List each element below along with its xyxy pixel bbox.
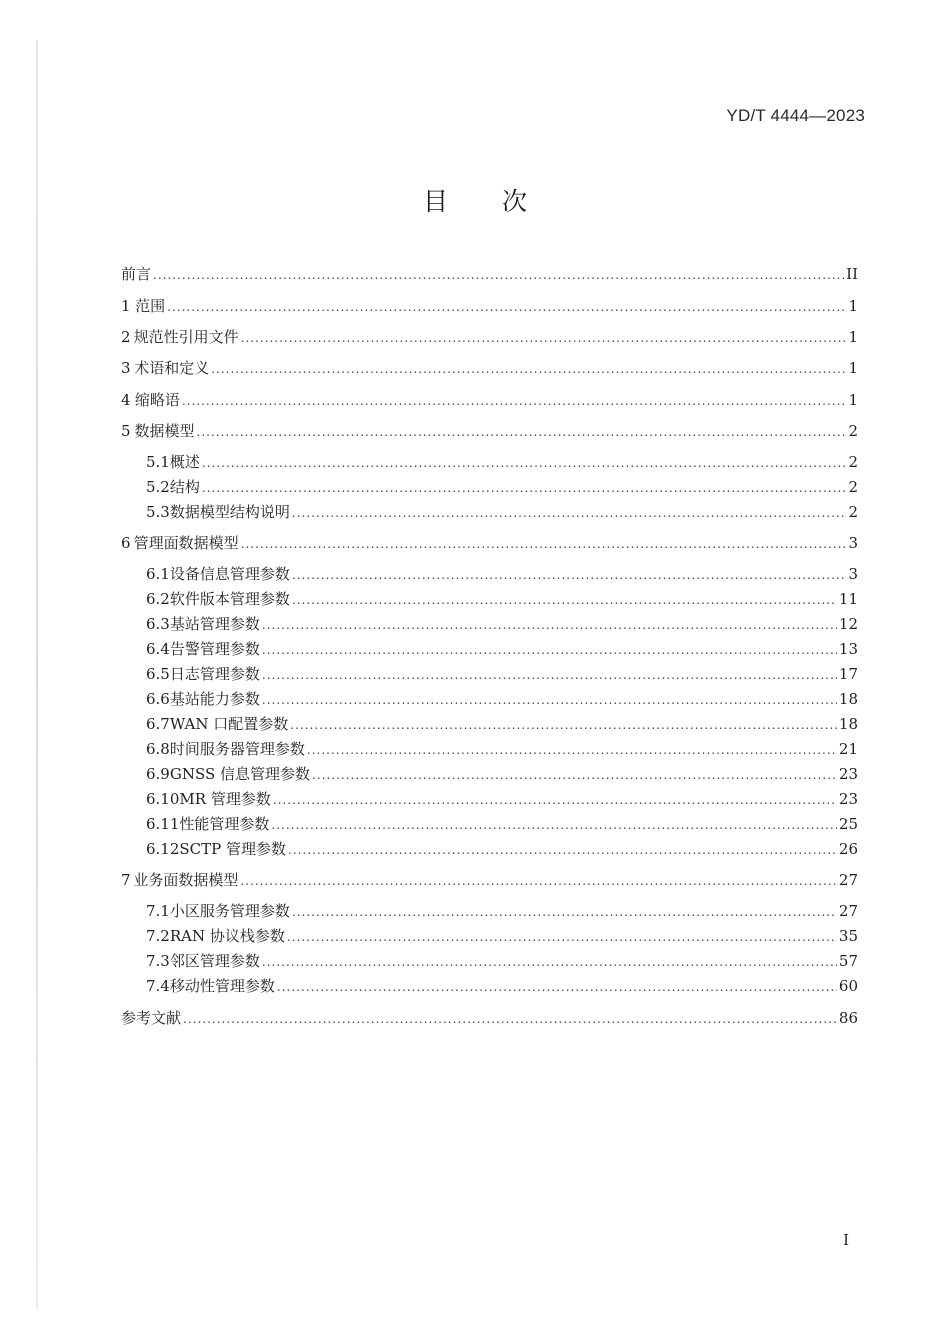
toc-entry-label: 管理面数据模型 — [133, 534, 239, 552]
toc-entry-page: 86 — [838, 1009, 858, 1027]
toc-entry-label: SCTP 管理参数 — [179, 840, 287, 858]
toc-leader-dots — [262, 615, 837, 635]
toc-entry-label: 概述 — [169, 453, 200, 471]
toc-entry-label: GNSS 信息管理参数 — [169, 765, 311, 783]
toc-entry-number: 5.1 — [146, 453, 170, 471]
toc-entry-label: 业务面数据模型 — [133, 871, 239, 889]
toc-entry-page: 35 — [838, 927, 858, 945]
toc-leader-dots — [277, 977, 837, 997]
toc-entry-page: 3 — [848, 565, 858, 583]
toc-entry-label: 小区服务管理参数 — [169, 902, 290, 920]
toc-entry-page: 60 — [838, 977, 858, 995]
toc-leader-dots — [292, 590, 837, 610]
toc-leader-dots — [307, 740, 837, 760]
toc-leader-dots — [290, 715, 837, 735]
toc-entry-number: 6.6 — [146, 690, 170, 708]
toc-entry-page: 3 — [848, 534, 858, 552]
toc-leader-dots — [292, 565, 847, 585]
toc-leader-dots — [273, 790, 837, 810]
toc-leader-dots — [271, 815, 836, 835]
toc-entry-number: 7.2 — [146, 927, 170, 945]
toc-leader-dots — [240, 871, 837, 891]
toc-entry-number: 7 — [121, 871, 131, 889]
toc-entry[interactable] — [146, 639, 858, 659]
toc-entry-number: 6.10 — [146, 790, 180, 808]
toc-entry-label: 结构 — [169, 478, 200, 496]
toc-entry[interactable] — [146, 901, 858, 921]
toc-entry-page: 1 — [848, 297, 858, 315]
toc-entry-number: 2 — [121, 328, 131, 346]
toc-entry-number: 6 — [121, 534, 131, 552]
toc-entry[interactable] — [146, 664, 858, 684]
toc-entry-page: 2 — [848, 503, 858, 521]
toc-entry[interactable] — [146, 926, 858, 946]
toc-entry-number: 6.3 — [146, 615, 170, 633]
toc-entry-page: 23 — [838, 765, 858, 783]
toc-entry-label: WAN 口配置参数 — [169, 715, 289, 733]
toc-entry-page: 18 — [838, 715, 858, 733]
toc-entry-page: 26 — [838, 840, 858, 858]
toc-entry[interactable] — [121, 421, 858, 441]
toc-entry[interactable] — [146, 814, 858, 834]
toc-entry-page: 18 — [838, 690, 858, 708]
toc-leader-dots — [262, 952, 837, 972]
toc-entry-page: 1 — [848, 328, 858, 346]
toc-entry-label: 参考文献 — [121, 1009, 182, 1027]
toc-entry-label: RAN 协议栈参数 — [169, 927, 285, 945]
toc-entry-page: 57 — [838, 952, 858, 970]
toc-entry[interactable] — [146, 951, 858, 971]
toc-entry-label: 时间服务器管理参数 — [169, 740, 305, 758]
toc-entry-number: 7.1 — [146, 902, 170, 920]
toc-entry-label: 邻区管理参数 — [169, 952, 260, 970]
toc-leader-dots — [262, 665, 837, 685]
toc-entry[interactable] — [146, 452, 858, 472]
toc-entry-page: 23 — [838, 790, 858, 808]
toc-entry[interactable] — [146, 714, 858, 734]
toc-entry-label: 性能管理参数 — [179, 815, 270, 833]
toc-entry[interactable] — [121, 390, 858, 410]
toc-entry-label: MR 管理参数 — [179, 790, 271, 808]
toc-leader-dots — [287, 927, 837, 947]
toc-entry-label: 缩略语 — [134, 391, 180, 409]
toc-entry-number: 6.12 — [146, 840, 180, 858]
toc-entry-number: 6.2 — [146, 590, 170, 608]
toc-leader-dots — [292, 902, 837, 922]
toc-entry[interactable] — [121, 870, 858, 890]
toc-entry[interactable] — [146, 839, 858, 859]
toc-entry[interactable] — [146, 789, 858, 809]
toc-entry-page: 13 — [838, 640, 858, 658]
toc-entry[interactable] — [121, 327, 858, 347]
toc-entry-page: 27 — [838, 902, 858, 920]
toc-entry-number: 1 — [121, 297, 131, 315]
toc-entry-number: 3 — [121, 359, 131, 377]
toc-entry[interactable] — [121, 533, 858, 553]
toc-entry[interactable] — [146, 614, 858, 634]
toc-entry-label: 范围 — [135, 297, 166, 315]
toc-entry-label: 前言 — [121, 265, 152, 283]
toc-leader-dots — [312, 765, 837, 785]
toc-entry-number: 5.2 — [146, 478, 170, 496]
toc-entry-label: 基站能力参数 — [169, 690, 260, 708]
toc-entry[interactable] — [146, 764, 858, 784]
toc-entry-page: 2 — [848, 422, 858, 440]
toc-entry[interactable] — [121, 296, 858, 316]
toc-entry[interactable] — [121, 1008, 858, 1028]
toc-entry-number: 6.1 — [146, 565, 170, 583]
toc-entry-label: 日志管理参数 — [169, 665, 260, 683]
page-number: I — [843, 1231, 849, 1249]
toc-entry[interactable] — [146, 739, 858, 759]
toc-entry-label: 移动性管理参数 — [169, 977, 275, 995]
toc-entry-page: 11 — [838, 590, 858, 608]
toc-entry-number: 6.7 — [146, 715, 170, 733]
toc-entry-number: 6.5 — [146, 665, 170, 683]
toc-entry-number: 6.11 — [146, 815, 180, 833]
toc-entry-label: 设备信息管理参数 — [169, 565, 290, 583]
toc-entry-label: 软件版本管理参数 — [169, 590, 290, 608]
toc-leader-dots — [197, 422, 847, 442]
toc-entry-number: 7.4 — [146, 977, 170, 995]
toc-leader-dots — [202, 478, 847, 498]
toc-entry-page: II — [846, 265, 858, 283]
toc-entry-page: 17 — [838, 665, 858, 683]
standard-number: YD/T 4444—2023 — [726, 106, 865, 125]
toc-entry[interactable] — [146, 589, 858, 609]
toc-entry[interactable] — [121, 264, 858, 284]
title-char-1: 目 — [422, 187, 448, 216]
toc-leader-dots — [241, 534, 847, 554]
toc-entry-page: 2 — [848, 453, 858, 471]
toc-entry-page: 27 — [838, 871, 858, 889]
toc-entry-label: 数据模型结构说明 — [169, 503, 290, 521]
toc-entry-number: 6.8 — [146, 740, 170, 758]
toc-entry-page: 1 — [848, 391, 858, 409]
toc-leader-dots — [211, 359, 846, 379]
toc-entry-number: 4 — [121, 391, 131, 409]
toc-entry-label: 数据模型 — [134, 422, 195, 440]
toc-entry-label: 告警管理参数 — [169, 640, 260, 658]
toc-entry-page: 25 — [838, 815, 858, 833]
toc-leader-dots — [292, 503, 847, 523]
toc-entry-number: 6.9 — [146, 765, 170, 783]
toc-entry-number: 5.3 — [146, 503, 170, 521]
toc-entry[interactable] — [146, 502, 858, 522]
toc-leader-dots — [288, 840, 837, 860]
toc-entry-page: 2 — [848, 478, 858, 496]
toc-entry[interactable] — [146, 976, 858, 996]
toc-leader-dots — [202, 453, 847, 473]
toc-entry-number: 6.4 — [146, 640, 170, 658]
toc-entry[interactable] — [121, 358, 858, 378]
toc-leader-dots — [153, 265, 844, 285]
toc-entry-label: 基站管理参数 — [169, 615, 260, 633]
toc-leader-dots — [182, 391, 847, 411]
toc-entry-label: 术语和定义 — [134, 359, 210, 377]
toc-entry[interactable] — [146, 564, 858, 584]
toc-leader-dots — [262, 640, 837, 660]
toc-entry-label: 规范性引用文件 — [133, 328, 239, 346]
toc-entry[interactable] — [146, 477, 858, 497]
toc-leader-dots — [262, 690, 837, 710]
toc-leader-dots — [241, 328, 847, 348]
toc-entry-page: 12 — [838, 615, 858, 633]
toc-entry-number: 7.3 — [146, 952, 170, 970]
toc-leader-dots — [183, 1009, 837, 1029]
title-char-2: 次 — [502, 187, 528, 216]
toc-entry-page: 21 — [838, 740, 858, 758]
toc-entry-number: 5 — [121, 422, 131, 440]
toc-entry[interactable] — [146, 689, 858, 709]
toc-entry-page: 1 — [848, 359, 858, 377]
toc-leader-dots — [167, 297, 846, 317]
